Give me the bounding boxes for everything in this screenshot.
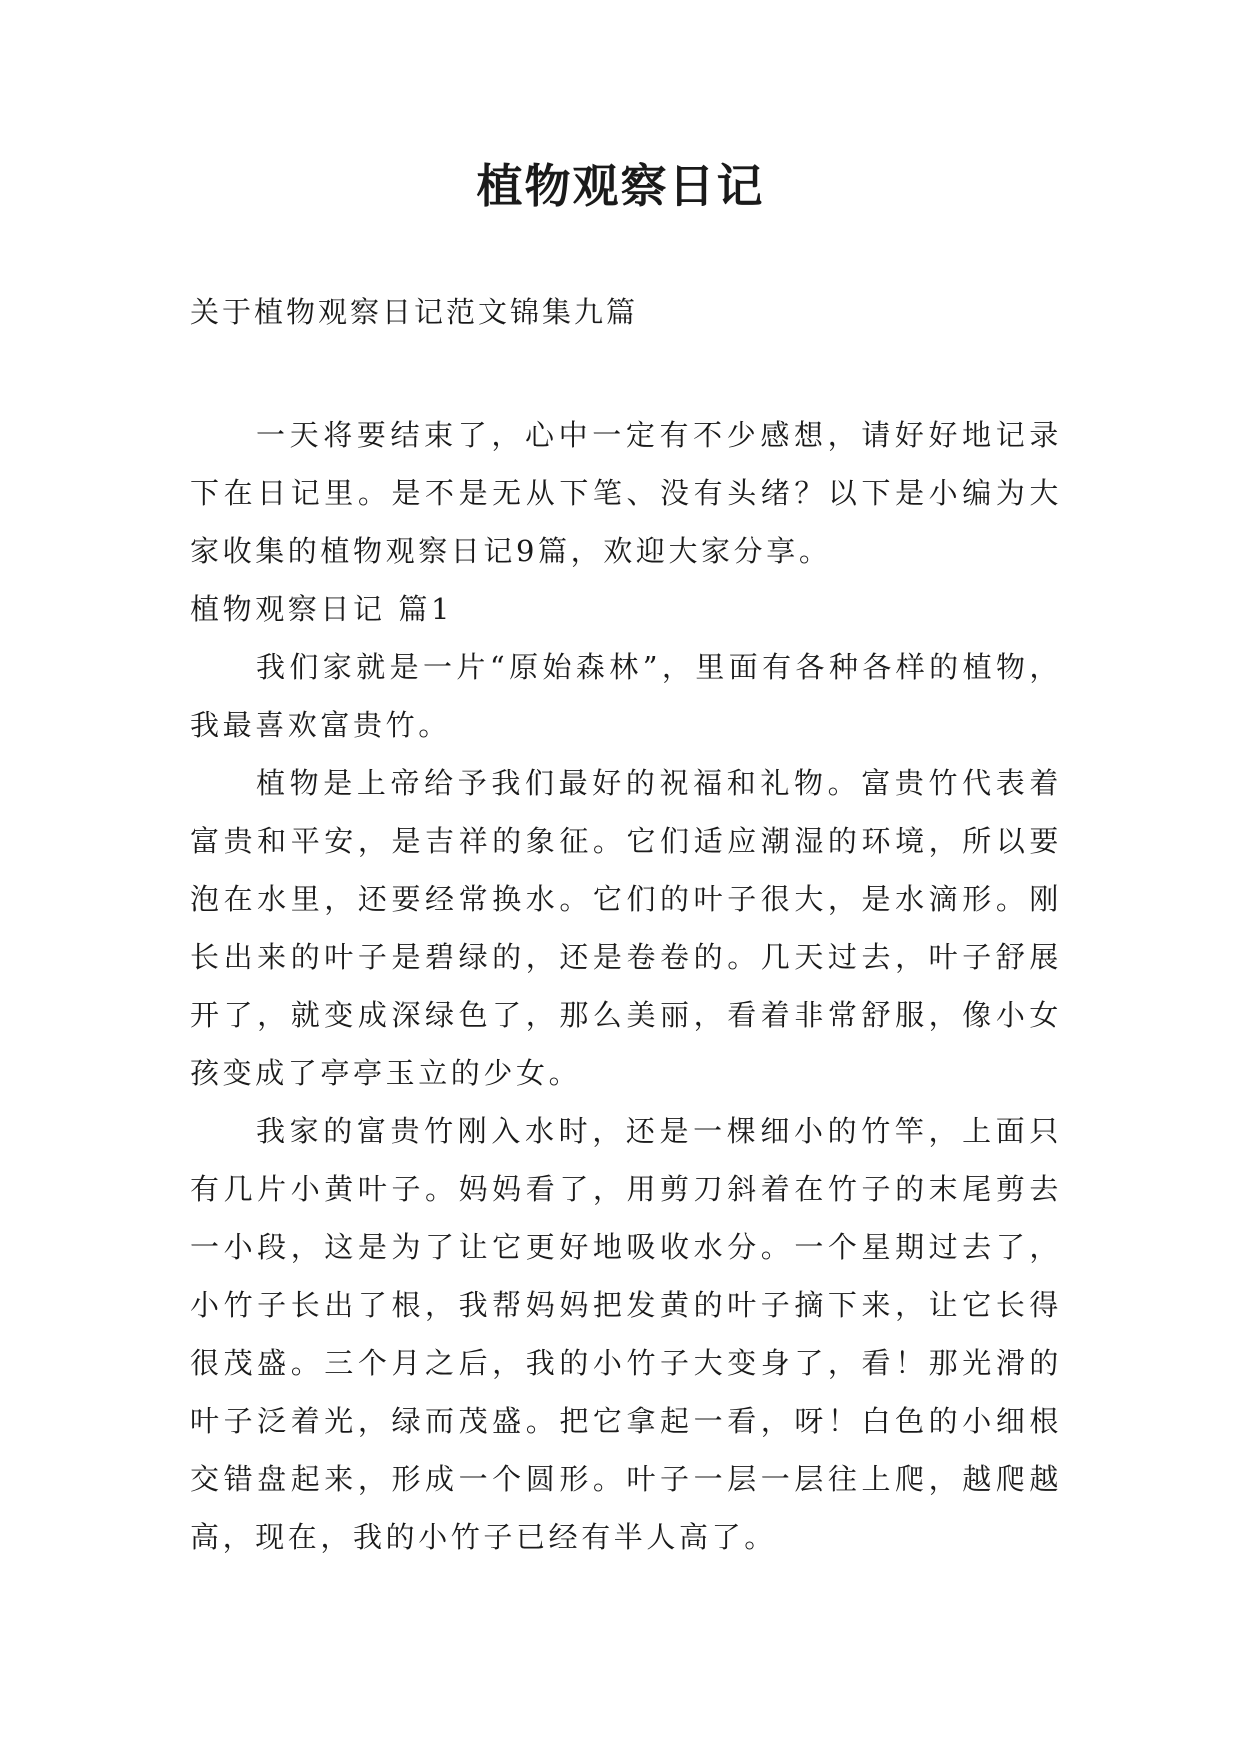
document-body <box>190 406 1062 1566</box>
intro-paragraph: 一天将要结束了，心中一定有不少感想，请好好地记录下在日记里。是不是无从下笔、没有头绪？以下是小编为大家收集的植物观察日记9篇，欢迎大家分享。 <box>190 418 1062 568</box>
document-title: 植物观察日记 <box>476 159 765 213</box>
document-subtitle: 关于植物观察日记范文锦集九篇 <box>190 295 639 329</box>
body-paragraph: 植物是上帝给予我们最好的祝福和礼物。富贵竹代表着富贵和平安，是吉祥的象征。它们适应潮湿的环境，所以要泡在水里，还要经常换水。它们的叶子很大，是水滴形。刚长出来的叶子是碧绿的，还是卷卷的。几天过去，叶子舒展开了，就变成深绿色了，那么美丽，看着非常舒服，像小女孩变成了亭亭玉立的少女。 <box>190 766 1062 1090</box>
section-heading: 植物观察日记 篇1 <box>190 592 454 626</box>
body-paragraph: 我家的富贵竹刚入水时，还是一棵细小的竹竿，上面只有几片小黄叶子。妈妈看了，用剪刀斜着在竹子的末尾剪去一小段，这是为了让它更好地吸收水分。一个星期过去了，小竹子长出了根，我帮妈妈把发黄的叶子摘下来，让它长得很茂盛。三个月之后，我的小竹子大变身了，看！那光滑的叶子泛着光，绿而茂盛。把它拿起一看，呀！白色的小细根交错盘起来，形成一个圆形。叶子一层一层往上爬，越爬越高，现在，我的小竹子已经有半人高了。 <box>190 1114 1062 1554</box>
body-paragraph: 我们家就是一片“原始森林”，里面有各种各样的植物，我最喜欢富贵竹。 <box>190 650 1062 742</box>
